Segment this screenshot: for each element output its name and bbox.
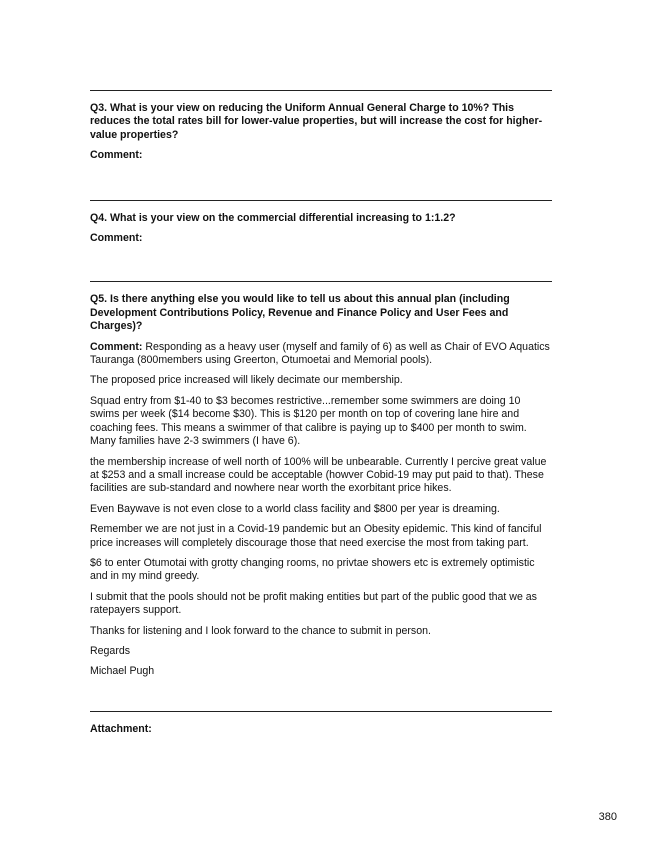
q5-comment-text: Responding as a heavy user (myself and family of 6) as well as Chair of EVO Aquatics Tauranga (800members using Greerton, Otumoetai and Memorial pools). <box>90 340 550 367</box>
q4-comment-space <box>90 245 552 281</box>
q5-comment-first <box>90 341 552 368</box>
divider-q4 <box>90 200 552 201</box>
divider-q5 <box>90 281 552 282</box>
q5-comment-space <box>90 679 552 711</box>
q5-regards: Regards <box>90 644 131 657</box>
q4-question: Q4. What is your view on the commercial differential increasing to 1:1.2? <box>90 211 456 224</box>
q5-paragraph: the membership increase of well north of 100% will be unbearable. Currently I percive great value at $253 and a small increase could be acceptable (howver Cobid-19 may put paid to that). These facilities are sub-standard and nowhere near worth the exorbitant price hikes. <box>90 455 547 495</box>
q5-comment-label: Comment: <box>90 340 143 353</box>
q5-paragraph: I submit that the pools should not be profit making entities but part of the public good that we as ratepayers support. <box>90 590 537 617</box>
q5-paragraph: Squad entry from $1-40 to $3 becomes restrictive...remember some swimmers are doing 10 swims per week ($14 become $30). This is $120 per month on top of covering lane hire and coaching fees. This means a swimmer of that calibre is paying up to $400 per month to swim. Many families have 2-3 swimmers (I have 6). <box>90 394 527 448</box>
page-number: 380 <box>598 811 617 823</box>
q4-comment-label: Comment: <box>90 232 143 245</box>
q5-signature-name: Michael Pugh <box>90 665 155 678</box>
q3-question: Q3. What is your view on reducing the Uniform Annual General Charge to 10%? This reduces the total rates bill for lower-value properties, but will increase the cost for higher-value properties? <box>90 102 543 141</box>
q5-paragraph: $6 to enter Otumotai with grotty changing rooms, no privtae showers etc is extremely optimistic and in my mind greedy. <box>90 556 535 583</box>
q3-comment-space <box>90 163 552 200</box>
q3-comment-label: Comment: <box>90 149 143 162</box>
q5-paragraph: Even Baywave is not even close to a world class facility and $800 per year is dreaming. <box>90 502 500 515</box>
q5-paragraph: The proposed price increased will likely decimate our membership. <box>90 374 403 387</box>
q5-paragraph: Thanks for listening and I look forward to the chance to submit in person. <box>90 624 431 637</box>
divider-attachment <box>90 711 552 712</box>
q5-question: Q5. Is there anything else you would like to tell us about this annual plan (including Development Contributions Policy, Revenue and Finance Policy and User Fees and Charges)? <box>90 293 510 333</box>
q5-paragraph: Remember we are not just in a Covid-19 pandemic but an Obesity epidemic. This kind of fanciful price increases will completely discourage those that need exercise the most from taking part. <box>90 523 542 549</box>
divider-q3 <box>90 90 552 91</box>
form-content <box>90 90 552 736</box>
attachment-label: Attachment: <box>90 722 152 735</box>
